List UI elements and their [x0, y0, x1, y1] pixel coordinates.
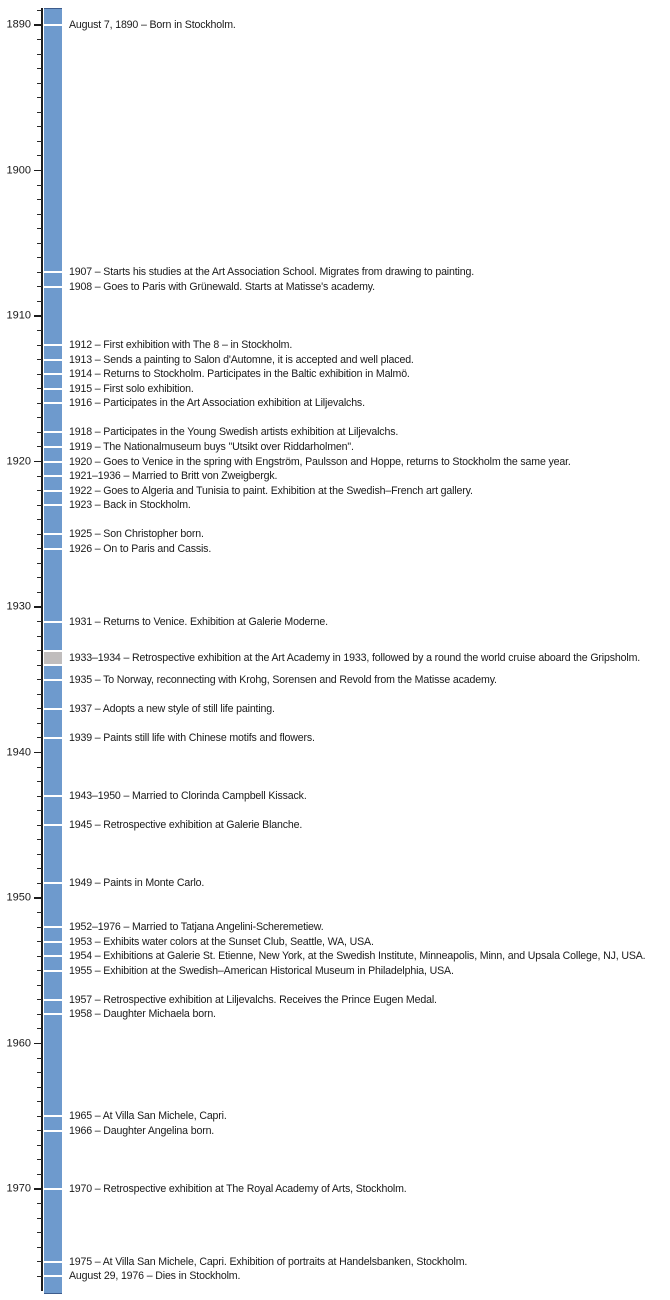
axis-year-tick [37, 1218, 42, 1219]
axis-year-tick [37, 83, 42, 84]
axis-year-tick [37, 54, 42, 55]
axis-year-tick [37, 1130, 42, 1131]
timeline-event-mark [44, 1261, 62, 1263]
timeline-event-label: 1922 – Goes to Algeria and Tunisia to paint. Exhibition at the Swedish–French art gallery. [69, 484, 473, 497]
axis-year-tick [37, 345, 42, 346]
timeline-event-label: August 7, 1890 – Born in Stockholm. [69, 19, 236, 31]
timeline-event-label: 1965 – At Villa San Michele, Capri. [69, 1110, 227, 1123]
axis-year-tick [37, 330, 42, 331]
timeline-event-mark [44, 926, 62, 928]
timeline-event-mark [44, 1188, 62, 1190]
axis-decade-tick [34, 461, 42, 463]
axis-year-tick [37, 68, 42, 69]
timeline-event-mark [44, 955, 62, 957]
axis-decade-label: 1970 [6, 1182, 31, 1195]
axis-decade-label: 1900 [6, 164, 31, 176]
axis-year-tick [37, 679, 42, 680]
timeline-event-mark [44, 431, 62, 433]
axis-year-tick [37, 10, 42, 11]
axis-year-tick [37, 592, 42, 593]
axis-year-tick [37, 97, 42, 98]
timeline-event-label: 1914 – Returns to Stockholm. Participates in the Baltic exhibition in Malmö. [69, 368, 410, 381]
timeline-event-label: 1916 – Participates in the Art Association exhibition at Liljevalchs. [69, 397, 365, 410]
axis-year-tick [37, 767, 42, 768]
timeline-event-mark [44, 1013, 62, 1015]
axis-year-tick [37, 126, 42, 127]
timeline-event-mark [44, 271, 62, 273]
axis-year-tick [37, 1101, 42, 1102]
axis-year-tick [37, 257, 42, 258]
timeline-event-mark [44, 475, 62, 477]
axis-year-tick [37, 112, 42, 113]
timeline-event-label: 1923 – Back in Stockholm. [69, 499, 191, 512]
timeline-event-mark [44, 664, 62, 666]
axis-year-tick [37, 388, 42, 389]
timeline-event-mark [44, 24, 62, 26]
axis-year-tick [37, 1232, 42, 1233]
timeline-event-label: 1912 – First exhibition with The 8 – in Stockholm. [69, 339, 293, 352]
axis-decade-tick [34, 315, 42, 317]
axis-year-tick [37, 1116, 42, 1117]
axis-year-tick [37, 228, 42, 229]
timeline-event-mark [44, 679, 62, 681]
axis-year-tick [37, 548, 42, 549]
axis-year-tick [37, 214, 42, 215]
timeline-event-label: 1937 – Adopts a new style of still life painting. [69, 702, 275, 715]
timeline-event-label: 1975 – At Villa San Michele, Capri. Exhibition of portraits at Handelsbanken, Stockholm. [69, 1255, 468, 1268]
axis-year-tick [37, 374, 42, 375]
axis-year-tick [37, 1058, 42, 1059]
timeline-event-mark [44, 970, 62, 972]
axis-year-tick [37, 563, 42, 564]
timeline-event-mark [44, 941, 62, 943]
axis-decade-label: 1920 [6, 455, 31, 467]
axis-decade-label: 1910 [6, 309, 31, 322]
axis-year-tick [37, 796, 42, 797]
axis-year-tick [37, 286, 42, 287]
axis-year-tick [37, 272, 42, 273]
axis-year-tick [37, 1014, 42, 1015]
timeline-event-label: 1926 – On to Paris and Cassis. [69, 542, 212, 555]
axis-year-tick [37, 534, 42, 535]
timeline-event-label: 1925 – Son Christopher born. [69, 528, 204, 541]
timeline-event-mark [44, 533, 62, 535]
timeline-event-mark [44, 999, 62, 1001]
timeline-event-mark [44, 286, 62, 288]
timeline-event-label: 1920 – Goes to Venice in the spring with Engström, Paulsson and Hoppe, returns to Stockholm the same year. [69, 455, 571, 468]
axis-year-tick [37, 359, 42, 360]
axis-decade-label: 1940 [6, 746, 31, 758]
axis-decade-label: 1950 [6, 891, 31, 904]
timeline-event-mark [44, 1130, 62, 1132]
axis-year-tick [37, 810, 42, 811]
axis-year-tick [37, 1261, 42, 1262]
axis-year-tick [37, 665, 42, 666]
axis-year-tick [37, 650, 42, 651]
axis-decade-tick [34, 170, 42, 172]
timeline-event-label: 1970 – Retrospective exhibition at The Royal Academy of Arts, Stockholm. [69, 1183, 407, 1195]
axis-year-tick [37, 301, 42, 302]
timeline-event-label: 1915 – First solo exhibition. [69, 382, 194, 395]
timeline-event-mark [44, 359, 62, 361]
axis-year-tick [37, 476, 42, 477]
axis-decade-label: 1960 [6, 1037, 31, 1049]
axis-year-tick [37, 1247, 42, 1248]
axis-year-tick [37, 868, 42, 869]
axis-year-tick [37, 1145, 42, 1146]
axis-year-tick [37, 490, 42, 491]
axis-year-tick [37, 155, 42, 156]
timeline-event-label: 1908 – Goes to Paris with Grünewald. Starts at Matisse's academy. [69, 280, 375, 293]
timeline-event-label: 1921–1936 – Married to Britt von Zweigbergk. [69, 470, 278, 483]
axis-year-tick [37, 636, 42, 637]
timeline-event-mark [44, 1115, 62, 1117]
timeline-event-label: 1907 – Starts his studies at the Art Association School. Migrates from drawing to painting. [69, 266, 475, 279]
timeline-event-mark [44, 446, 62, 448]
timeline-event-mark [44, 795, 62, 797]
timeline-event-label: 1954 – Exhibitions at Galerie St. Etienne, New York, at the Swedish Institute, Minneapolis, Minn, and Upsala College, NJ, USA. [69, 950, 646, 963]
axis-year-tick [37, 199, 42, 200]
timeline-event-mark [44, 373, 62, 375]
axis-year-tick [37, 621, 42, 622]
axis-year-tick [37, 781, 42, 782]
axis-year-tick [37, 941, 42, 942]
axis-year-tick [37, 737, 42, 738]
timeline-event-mark [44, 882, 62, 884]
timeline-event-label: 1913 – Sends a painting to Salon d'Automne, it is accepted and well placed. [69, 353, 414, 366]
timeline-event-label: 1943–1950 – Married to Clorinda Campbell Kissack. [69, 790, 307, 803]
axis-year-tick [37, 839, 42, 840]
timeline-event-label: 1945 – Retrospective exhibition at Galerie Blanche. [69, 819, 303, 832]
axis-year-tick [37, 1203, 42, 1204]
axis-year-tick [37, 970, 42, 971]
timeline-event-label: 1935 – To Norway, reconnecting with Krohg, Sorensen and Revold from the Matisse academy. [69, 673, 497, 686]
axis-decade-tick [34, 24, 42, 26]
timeline-event-mark [44, 504, 62, 506]
timeline-event-mark [44, 461, 62, 463]
axis-year-tick [37, 825, 42, 826]
axis-decade-tick [34, 897, 42, 899]
axis-decade-label: 1930 [6, 600, 31, 613]
axis-year-tick [37, 1174, 42, 1175]
timeline-event-mark [44, 402, 62, 404]
axis-year-tick [37, 446, 42, 447]
axis-decade-tick [34, 1043, 42, 1045]
axis-year-tick [37, 141, 42, 142]
axis-year-tick [37, 185, 42, 186]
timeline-event-mark [44, 650, 62, 652]
timeline-event-label: 1918 – Participates in the Young Swedish artists exhibition at Liljevalchs. [69, 426, 399, 439]
axis-year-tick [37, 694, 42, 695]
axis-decade-tick [34, 752, 42, 754]
timeline-event-label: 1931 – Returns to Venice. Exhibition at Galerie Moderne. [69, 615, 328, 628]
timeline-event-label: 1933–1934 – Retrospective exhibition at the Art Academy in 1933, followed by a round the world cruise aboard the Gripsholm. [69, 651, 641, 664]
axis-year-tick [37, 912, 42, 913]
axis-year-tick [37, 999, 42, 1000]
axis-year-tick [37, 505, 42, 506]
timeline-event-mark [44, 1275, 62, 1277]
timeline-event-mark [44, 388, 62, 390]
timeline-event-mark [44, 621, 62, 623]
timeline-event-mark [44, 344, 62, 346]
timeline-event-label: August 29, 1976 – Dies in Stockholm. [69, 1270, 241, 1283]
axis-year-tick [37, 1087, 42, 1088]
timeline-event-label: 1952–1976 – Married to Tatjana Angelini-Scheremetiew. [69, 921, 324, 934]
timeline-event-label: 1955 – Exhibition at the Swedish–American Historical Museum in Philadelphia, USA. [69, 964, 454, 977]
axis-decade-label: 1890 [6, 18, 31, 31]
timeline-event-mark [44, 737, 62, 739]
timeline-event-label: 1958 – Daughter Michaela born. [69, 1008, 216, 1021]
axis-year-tick [37, 39, 42, 40]
timeline-event-label: 1953 – Exhibits water colors at the Sunset Club, Seattle, WA, USA. [69, 935, 374, 948]
axis-year-tick [37, 1028, 42, 1029]
axis-year-tick [37, 417, 42, 418]
timeline-event-mark [44, 708, 62, 710]
axis-year-tick [37, 708, 42, 709]
axis-year-tick [37, 854, 42, 855]
axis-year-tick [37, 956, 42, 957]
axis-decade-tick [34, 1188, 42, 1190]
axis-year-tick [37, 243, 42, 244]
axis-year-tick [37, 723, 42, 724]
timeline-event-mark [44, 824, 62, 826]
timeline-event-label: 1966 – Daughter Angelina born. [69, 1124, 215, 1137]
timeline-event-mark [44, 548, 62, 550]
timeline-event-label: 1957 – Retrospective exhibition at Liljevalchs. Receives the Prince Eugen Medal. [69, 993, 437, 1006]
axis-year-tick [37, 519, 42, 520]
timeline-event-label: 1949 – Paints in Monte Carlo. [69, 877, 205, 890]
timeline-event-mark [44, 490, 62, 492]
axis-year-tick [37, 1159, 42, 1160]
axis-year-tick [37, 403, 42, 404]
axis-year-tick [37, 1276, 42, 1277]
axis-year-tick [37, 577, 42, 578]
timeline-event-label: 1939 – Paints still life with Chinese motifs and flowers. [69, 731, 315, 744]
axis-year-tick [37, 432, 42, 433]
axis-year-tick [37, 1072, 42, 1073]
timeline-period-segment [44, 652, 62, 665]
axis-year-tick [37, 927, 42, 928]
axis-decade-tick [34, 606, 42, 608]
axis-year-tick [37, 883, 42, 884]
axis-year-tick [37, 985, 42, 986]
timeline-event-label: 1919 – The Nationalmuseum buys "Utsikt over Riddarholmen". [69, 440, 354, 453]
